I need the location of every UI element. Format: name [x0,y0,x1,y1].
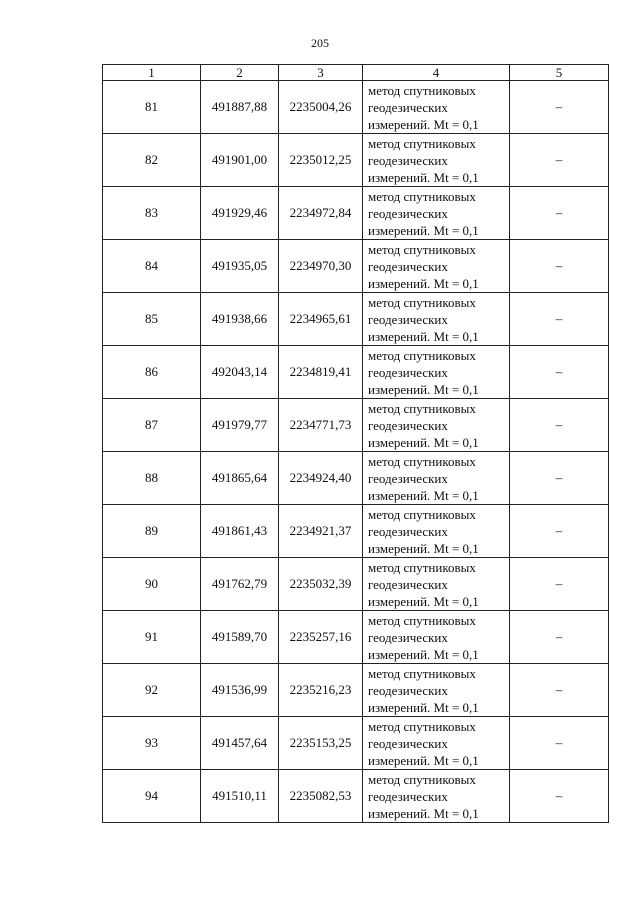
method-cell [363,611,510,664]
x-coordinate-cell: 491861,43 [201,505,279,558]
header-row [103,65,609,81]
point-number-cell: 93 [103,717,201,770]
x-coordinate-cell: 491510,11 [201,770,279,823]
method-cell [363,240,510,293]
note-cell: – [510,240,609,293]
x-coordinate-cell: 491938,66 [201,293,279,346]
x-coordinate-cell: 492043,14 [201,346,279,399]
y-coordinate-cell: 2234819,41 [279,346,363,399]
method-line: геодезических [368,735,448,751]
method-line: измерений. Mt = 0,1 [368,169,479,185]
y-coordinate-cell: 2235004,26 [279,81,363,134]
x-coordinate-cell: 491589,70 [201,611,279,664]
method-cell [363,505,510,558]
method-line: геодезических [368,99,448,115]
y-coordinate-cell: 2234970,30 [279,240,363,293]
table-row [103,346,609,399]
method-line: измерений. Mt = 0,1 [368,116,479,132]
header-col-3: 3 [279,65,363,81]
table-row [103,664,609,717]
method-line: метод спутниковых [368,294,476,310]
method-cell [363,399,510,452]
note-cell: – [510,664,609,717]
note-cell: – [510,134,609,187]
note-cell: – [510,187,609,240]
method-line: метод спутниковых [368,400,476,416]
note-cell: – [510,81,609,134]
y-coordinate-cell: 2235032,39 [279,558,363,611]
method-cell [363,187,510,240]
table-row [103,240,609,293]
y-coordinate-cell: 2234924,40 [279,452,363,505]
y-coordinate-cell: 2235082,53 [279,770,363,823]
method-line: метод спутниковых [368,188,476,204]
method-line: измерений. Mt = 0,1 [368,434,479,450]
table-row [103,717,609,770]
method-line: измерений. Mt = 0,1 [368,487,479,503]
method-line: измерений. Mt = 0,1 [368,593,479,609]
method-line: геодезических [368,205,448,221]
method-line: геодезических [368,523,448,539]
header-col-1: 1 [103,65,201,81]
method-line: метод спутниковых [368,771,476,787]
y-coordinate-cell: 2235012,25 [279,134,363,187]
method-line: геодезических [368,470,448,486]
y-coordinate-cell: 2235257,16 [279,611,363,664]
note-cell: – [510,558,609,611]
method-line: метод спутниковых [368,612,476,628]
point-number-cell: 82 [103,134,201,187]
x-coordinate-cell: 491887,88 [201,81,279,134]
table-row [103,81,609,134]
method-line: геодезических [368,576,448,592]
method-line: измерений. Mt = 0,1 [368,328,479,344]
method-line: метод спутниковых [368,559,476,575]
point-number-cell: 94 [103,770,201,823]
point-number-cell: 81 [103,81,201,134]
method-line: измерений. Mt = 0,1 [368,699,479,715]
method-line: метод спутниковых [368,82,476,98]
x-coordinate-cell: 491865,64 [201,452,279,505]
header-col-4: 4 [363,65,510,81]
note-cell: – [510,293,609,346]
x-coordinate-cell: 491929,46 [201,187,279,240]
x-coordinate-cell: 491901,00 [201,134,279,187]
method-line: геодезических [368,788,448,804]
method-line: геодезических [368,311,448,327]
method-line: измерений. Mt = 0,1 [368,805,479,821]
table-row [103,452,609,505]
method-line: измерений. Mt = 0,1 [368,222,479,238]
note-cell: – [510,770,609,823]
table-row [103,611,609,664]
method-line: геодезических [368,682,448,698]
method-cell [363,346,510,399]
method-cell [363,664,510,717]
note-cell: – [510,399,609,452]
page-number: 205 [311,36,329,50]
header-col-5: 5 [510,65,609,81]
method-line: метод спутниковых [368,665,476,681]
method-line: метод спутниковых [368,241,476,257]
method-line: геодезических [368,152,448,168]
header-col-2: 2 [201,65,279,81]
method-line: метод спутниковых [368,347,476,363]
table-row [103,558,609,611]
y-coordinate-cell: 2234965,61 [279,293,363,346]
coordinates-table [102,64,609,823]
table-header [103,65,609,81]
method-line: метод спутниковых [368,453,476,469]
point-number-cell: 84 [103,240,201,293]
table-row [103,399,609,452]
method-line: измерений. Mt = 0,1 [368,275,479,291]
note-cell: – [510,505,609,558]
point-number-cell: 91 [103,611,201,664]
method-cell [363,558,510,611]
method-cell [363,134,510,187]
x-coordinate-cell: 491979,77 [201,399,279,452]
y-coordinate-cell: 2235216,23 [279,664,363,717]
method-line: метод спутниковых [368,135,476,151]
note-cell: – [510,346,609,399]
point-number-cell: 86 [103,346,201,399]
method-line: измерений. Mt = 0,1 [368,752,479,768]
note-cell: – [510,611,609,664]
method-line: геодезических [368,629,448,645]
point-number-cell: 85 [103,293,201,346]
note-cell: – [510,717,609,770]
table-row [103,505,609,558]
point-number-cell: 83 [103,187,201,240]
table-row [103,134,609,187]
x-coordinate-cell: 491457,64 [201,717,279,770]
x-coordinate-cell: 491536,99 [201,664,279,717]
y-coordinate-cell: 2235153,25 [279,717,363,770]
method-cell [363,452,510,505]
x-coordinate-cell: 491762,79 [201,558,279,611]
point-number-cell: 89 [103,505,201,558]
table-row [103,770,609,823]
method-line: метод спутниковых [368,506,476,522]
table-row [103,293,609,346]
y-coordinate-cell: 2234771,73 [279,399,363,452]
method-cell [363,770,510,823]
method-cell [363,81,510,134]
table-body [103,81,609,823]
method-line: измерений. Mt = 0,1 [368,646,479,662]
method-line: геодезических [368,417,448,433]
x-coordinate-cell: 491935,05 [201,240,279,293]
point-number-cell: 87 [103,399,201,452]
method-line: геодезических [368,258,448,274]
y-coordinate-cell: 2234921,37 [279,505,363,558]
table-row [103,187,609,240]
point-number-cell: 92 [103,664,201,717]
method-cell [363,293,510,346]
method-cell [363,717,510,770]
method-line: метод спутниковых [368,718,476,734]
y-coordinate-cell: 2234972,84 [279,187,363,240]
method-line: геодезических [368,364,448,380]
method-line: измерений. Mt = 0,1 [368,540,479,556]
note-cell: – [510,452,609,505]
point-number-cell: 88 [103,452,201,505]
point-number-cell: 90 [103,558,201,611]
method-line: измерений. Mt = 0,1 [368,381,479,397]
